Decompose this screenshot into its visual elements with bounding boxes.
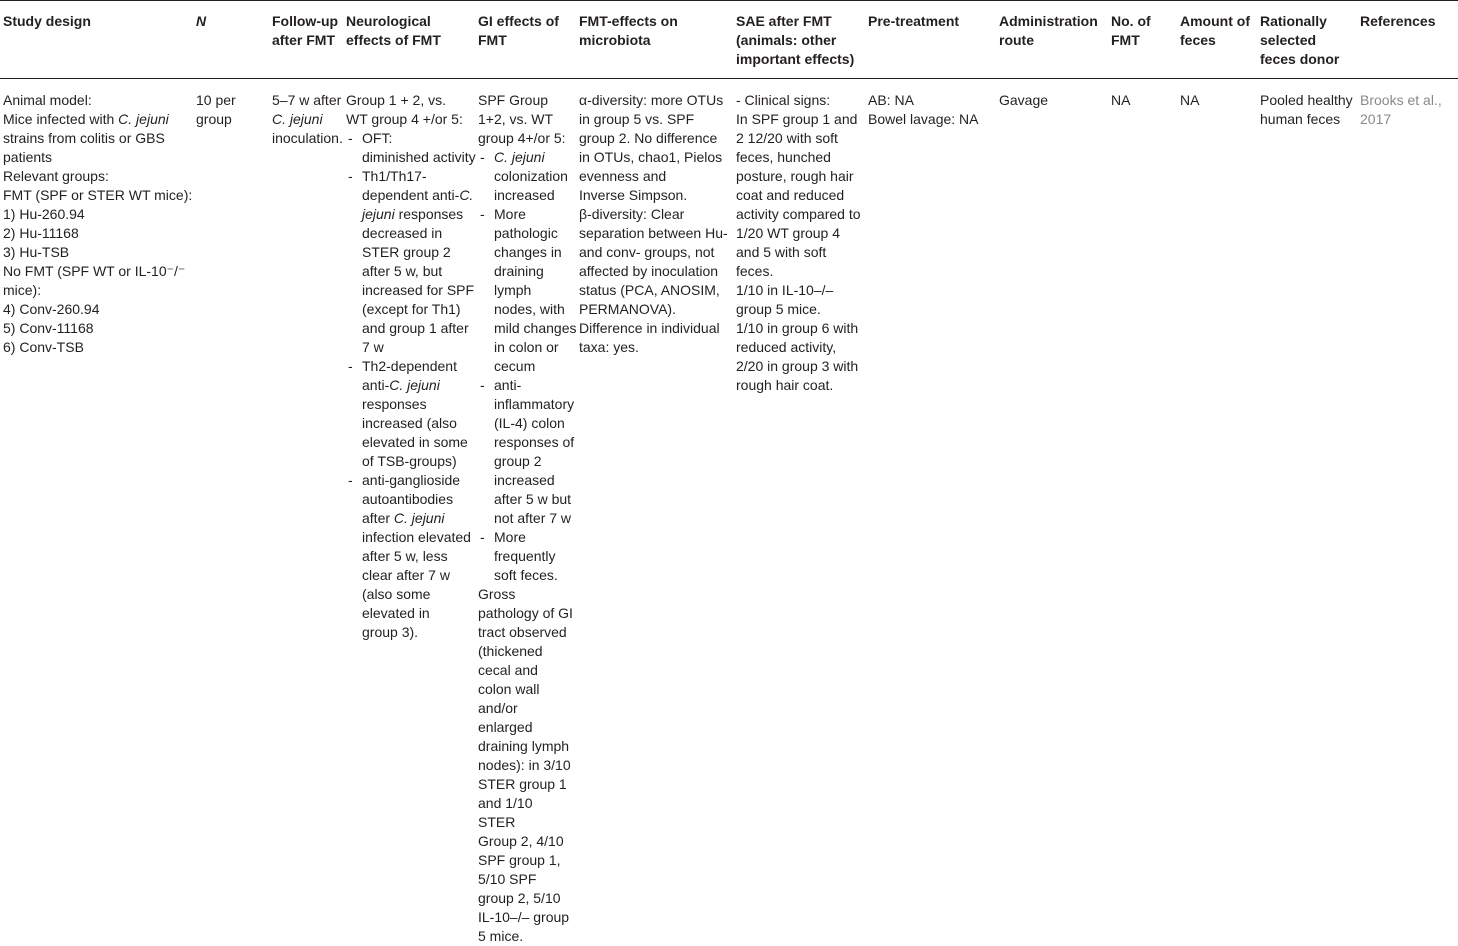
cell-line: status (PCA, ANOSIM,: [579, 282, 720, 298]
cell-line: 1) Hu-260.94: [3, 206, 85, 222]
cell-line: 6) Conv-TSB: [3, 339, 84, 355]
cell-line: cecal and: [478, 662, 538, 678]
cell-line: (except for Th1): [362, 301, 461, 317]
cell-line: - Th2-dependent: [348, 358, 457, 374]
cell-line: pathology of GI: [478, 605, 573, 621]
cell-line: affected by inoculation: [579, 263, 719, 279]
cell-line: in OTUs, chao1, Pielos: [579, 149, 723, 165]
cell-line: STER: [478, 814, 516, 830]
cell-line: group 4+/or 5:: [478, 130, 566, 146]
cell-line: Group 1 + 2, vs.: [346, 92, 446, 108]
cell-line: (also some: [362, 586, 431, 602]
cell-sae: [736, 91, 861, 395]
cell-line: PERMANOVA).: [579, 301, 676, 317]
cell-line: decreased in: [362, 225, 443, 241]
header-no-fmt: [1111, 12, 1151, 50]
cell-route: [999, 91, 1048, 110]
table-header-row: [0, 0, 1458, 79]
cell-line: after C. jejuni: [362, 510, 445, 526]
cell-line: WT group 4 +/or 5:: [346, 111, 463, 127]
cell-line: 2017: [1360, 111, 1392, 127]
cell-line: reduced activity,: [736, 339, 837, 355]
cell-line: evenness and: [579, 168, 667, 184]
cell-line: 1+2, vs. WT: [478, 111, 554, 127]
header-references: [1360, 12, 1436, 31]
cell-line: 5 mice.: [478, 928, 524, 944]
header-gi-effects: [478, 12, 559, 50]
cell-line: 7 w: [362, 339, 384, 355]
cell-line: NA: [1111, 92, 1131, 108]
cell-microbiota: [579, 91, 728, 357]
cell-line: increased (also: [362, 415, 457, 431]
cell-line: taxa: yes.: [579, 339, 639, 355]
cell-line: Difference in individual: [579, 320, 720, 336]
cell-line: NA: [1180, 92, 1200, 108]
cell-line: FMT: [478, 32, 507, 48]
cell-line: in group 5 vs. SPF: [579, 111, 695, 127]
cell-line: Relevant groups:: [3, 168, 109, 184]
cell-line: group: [196, 111, 232, 127]
cell-line: inflammatory: [494, 396, 575, 412]
cell-donor: [1260, 91, 1353, 129]
cell-line: increased for SPF: [362, 282, 475, 298]
bullet-dash: -: [348, 130, 353, 146]
bullet-dash: -: [480, 529, 485, 545]
cell-line: after FMT: [272, 32, 335, 48]
cell-line: tract observed: [478, 624, 567, 640]
cell-line: patients: [3, 149, 53, 165]
cell-line: group 2, 5/10: [478, 890, 561, 906]
cell-line: 5–7 w after: [272, 92, 342, 108]
cell-line: SAE after FMT: [736, 13, 832, 29]
cell-line: pathologic: [494, 225, 558, 241]
cell-line: clear after 7 w: [362, 567, 450, 583]
cell-gi-effects: [478, 91, 577, 946]
cell-line: in colon or: [494, 339, 559, 355]
cell-line: elevated in some: [362, 434, 468, 450]
cell-line: - OFT:: [348, 130, 393, 146]
cell-line: IL-10–/– group: [478, 909, 570, 925]
header-n: [196, 12, 206, 31]
cell-amount: [1180, 91, 1199, 110]
italic-term: C.: [459, 187, 474, 203]
cell-line: 5) Conv-11168: [3, 320, 94, 336]
cell-line: separation between Hu-: [579, 225, 728, 241]
cell-line: increased: [494, 472, 555, 488]
cell-line: References: [1360, 13, 1436, 29]
cell-line: enlarged: [478, 719, 533, 735]
cell-line: lymph: [494, 282, 532, 298]
cell-line: Study design: [3, 13, 91, 29]
cell-line: 1/10 in IL-10–/–: [736, 282, 834, 298]
header-route: [999, 12, 1098, 50]
cell-line: feces, hunched: [736, 149, 831, 165]
header-microbiota: [579, 12, 678, 50]
cell-pretreatment: [868, 91, 979, 129]
cell-line: and 5 with soft: [736, 244, 827, 260]
cell-line: soft feces.: [494, 567, 558, 583]
cell-line: FMT-effects on: [579, 13, 678, 29]
cell-line: 2 12/20 with soft: [736, 130, 838, 146]
cell-n: [196, 91, 236, 129]
header-amount: [1180, 12, 1250, 50]
cell-line: anti-C. jejuni: [362, 377, 440, 393]
cell-line: coat and reduced: [736, 187, 845, 203]
cell-line: increased: [494, 187, 555, 203]
cell-line: inoculation.: [272, 130, 343, 146]
bullet-dash: -: [480, 377, 485, 393]
cell-line: draining: [494, 263, 544, 279]
cell-line: Brooks et al.,: [1360, 92, 1442, 108]
cell-line: No. of: [1111, 13, 1151, 29]
cell-line: route: [999, 32, 1034, 48]
cell-line: after 5 w, less: [362, 548, 448, 564]
cell-line: group 5 mice.: [736, 301, 821, 317]
cell-line: (IL-4) colon: [494, 415, 565, 431]
cell-line: Group 2, 4/10: [478, 833, 564, 849]
cell-line: colonization: [494, 168, 568, 184]
cell-line: of TSB-groups): [362, 453, 457, 469]
header-neurological: [346, 12, 441, 50]
cell-line: - Th1/Th17-: [348, 168, 427, 184]
cell-no-fmt: [1111, 91, 1130, 110]
cell-line: responses of: [494, 434, 575, 450]
cell-line: AB: NA: [868, 92, 914, 108]
cell-line: 5/10 SPF: [478, 871, 537, 887]
cell-line: Mice infected with C. jejuni: [3, 111, 169, 127]
header-followup: [272, 12, 338, 50]
cell-line: nodes, with: [494, 301, 565, 317]
cell-line: Follow-up: [272, 13, 339, 29]
header-pretreatment: [868, 12, 959, 31]
header-sae: [736, 12, 854, 69]
cell-line: Administration: [999, 13, 1098, 29]
cell-line: Gavage: [999, 92, 1049, 108]
cell-line: - anti-ganglioside: [348, 472, 461, 488]
cell-line: dependent anti-C.: [362, 187, 474, 203]
cell-line: not after 7 w: [494, 510, 572, 526]
cell-line: mice):: [3, 282, 42, 298]
cell-line: [272, 110, 343, 129]
cell-line: β-diversity: Clear: [579, 206, 685, 222]
cell-line: after 5 w, but: [362, 263, 443, 279]
cell-line: mild changes: [494, 320, 577, 336]
cell-line: important effects): [736, 51, 855, 67]
cell-line: FMT (SPF or STER WT mice):: [3, 187, 193, 203]
cell-line: FMT: [1111, 32, 1140, 48]
cell-line: Inverse Simpson.: [579, 187, 688, 203]
italic-term: C. jejuni: [272, 111, 323, 127]
cell-line: (thickened: [478, 643, 543, 659]
cell-line: 1/20 WT group 4: [736, 225, 841, 241]
cell-line: In SPF group 1 and: [736, 111, 858, 127]
cell-line: - anti-: [480, 377, 522, 393]
italic-term: C. jejuni: [393, 510, 445, 526]
cell-line: Gross: [478, 586, 516, 602]
cell-line: nodes): in 3/10: [478, 757, 571, 773]
cell-line: human feces: [1260, 111, 1341, 127]
cell-line: Bowel lavage: NA: [868, 111, 979, 127]
cell-line: and 1/10: [478, 795, 533, 811]
cell-line: Pre-treatment: [868, 13, 960, 29]
cell-line: SPF group 1,: [478, 852, 561, 868]
cell-neurological: [346, 91, 476, 642]
header-study-design: [3, 12, 91, 31]
cell-line: 4) Conv-260.94: [3, 301, 100, 317]
cell-line: and group 1 after: [362, 320, 469, 336]
bullet-dash: -: [348, 358, 353, 374]
cell-study-design: [3, 91, 192, 357]
cell-line: 2/20 in group 3 with: [736, 358, 859, 374]
cell-line: 2) Hu-11168: [3, 225, 79, 241]
cell-line: 10 per: [196, 92, 236, 108]
cell-line: [478, 148, 577, 167]
cell-line: Neurological: [346, 13, 431, 29]
cell-line: changes in: [494, 244, 562, 260]
cell-line: SPF Group: [478, 92, 549, 108]
bullet-dash: -: [480, 149, 485, 165]
cell-line: Pooled healthy: [1260, 92, 1353, 108]
cell-line: colon wall: [478, 681, 540, 697]
bullet-dash: -: [348, 472, 353, 488]
cell-line: strains from colitis or GBS: [3, 130, 165, 146]
cell-line: frequently: [494, 548, 556, 564]
cell-line: posture, rough hair: [736, 168, 854, 184]
header-donor: [1260, 12, 1339, 69]
cell-line: selected: [1260, 32, 1317, 48]
cell-line: rough hair coat.: [736, 377, 834, 393]
cell-line: activity compared to: [736, 206, 861, 222]
cell-line: elevated in: [362, 605, 430, 621]
cell-line: responses: [362, 396, 427, 412]
cell-line: effects of FMT: [346, 32, 441, 48]
cell-line: STER group 2: [362, 244, 451, 260]
cell-line: group 2: [494, 453, 542, 469]
cell-line: - More: [480, 529, 526, 545]
italic-term: jejuni: [362, 206, 395, 222]
cell-line: GI effects of: [478, 13, 559, 29]
cell-line: draining lymph: [478, 738, 570, 754]
cell-line: group 2. No difference: [579, 130, 718, 146]
cell-line: Amount of: [1180, 13, 1250, 29]
italic-term: C. jejuni: [118, 111, 169, 127]
cell-line: cecum: [494, 358, 536, 374]
italic-term: C. jejuni: [389, 377, 440, 393]
cell-line: 1/10 in group 6 with: [736, 320, 859, 336]
cell-line: STER group 1: [478, 776, 567, 792]
cell-line: diminished activity: [362, 149, 476, 165]
cell-line: infection elevated: [362, 529, 471, 545]
cell-followup: [272, 91, 343, 148]
cell-line: feces: [1180, 32, 1216, 48]
cell-line: No FMT (SPF WT or IL-10⁻/⁻: [3, 263, 186, 279]
cell-line: (animals: other: [736, 32, 837, 48]
cell-line: autoantibodies: [362, 491, 454, 507]
cell-line: α-diversity: more OTUs: [579, 92, 724, 108]
cell-line: feces.: [736, 263, 774, 279]
bullet-dash: -: [480, 206, 485, 222]
cell-line: and/or: [478, 700, 518, 716]
reference-link[interactable]: [1360, 91, 1442, 129]
cell-line: N: [196, 13, 207, 29]
cell-line: - Clinical signs:: [736, 92, 831, 108]
bullet-dash: -: [348, 168, 353, 184]
cell-line: group 3).: [362, 624, 419, 640]
cell-line: - More: [480, 206, 526, 222]
cell-line: Animal model:: [3, 92, 92, 108]
italic-term: C. jejuni: [494, 149, 545, 165]
cell-line: feces donor: [1260, 51, 1340, 67]
cell-line: 3) Hu-TSB: [3, 244, 70, 260]
cell-line: jejuni responses: [362, 206, 464, 222]
cell-line: Rationally: [1260, 13, 1327, 29]
cell-line: after 5 w but: [494, 491, 572, 507]
cell-line: and conv- groups, not: [579, 244, 715, 260]
cell-line: microbiota: [579, 32, 651, 48]
